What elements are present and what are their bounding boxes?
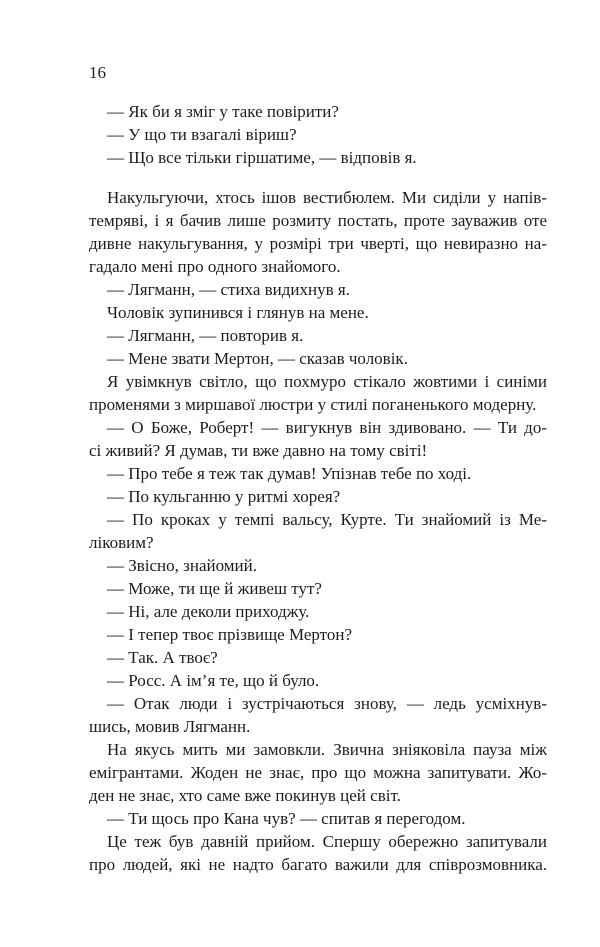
text-line: — О Боже, Роберт! — вигукнув він здивовано. — Ти до-	[107, 418, 547, 437]
text-line: шись, мовив Лягманн.	[89, 717, 251, 736]
text-line: — Лягманн, — стиха видихнув я.	[107, 280, 350, 299]
text-line: променями з миршавої люстри у стилі поганенького модерну.	[89, 395, 537, 414]
text-line: — Звісно, знайомий.	[107, 556, 257, 575]
text-line: сі живий? Я думав, ти вже давно на тому світі!	[89, 441, 428, 460]
text-line: про людей, які не надто багато важили для співрозмовника.	[89, 855, 547, 874]
text-line: Я увімкнув світло, що похмуро стікало жовтими і синіми	[107, 372, 547, 391]
body-text	[89, 186, 547, 876]
text-line: Чоловік зупинився і глянув на мене.	[107, 303, 369, 322]
text-line: — По кульганню у ритмі хорея?	[107, 487, 341, 506]
text-line: — Ти щось про Кана чув? — спитав я перегодом.	[107, 809, 466, 828]
text-line: — Отак люди і зустрічаються знову, — ледь усміхнув-	[107, 694, 547, 713]
page-number: 16	[89, 63, 106, 82]
text-line: емігрантами. Жоден не знає, про що можна запитувати. Жо-	[89, 763, 547, 782]
text-line: — Мене звати Мертон, — сказав чоловік.	[107, 349, 408, 368]
text-line: — Як би я зміг у таке повірити?	[107, 102, 339, 121]
text-line: — Ні, але деколи приходжу.	[107, 602, 310, 621]
text-line: — Лягманн, — повторив я.	[107, 326, 304, 345]
text-line: ліковим?	[89, 533, 154, 552]
text-line: — І тепер твоє прізвище Мертон?	[107, 625, 353, 644]
text-line: — Так. А твоє?	[107, 648, 218, 667]
text-line: гадало мені про одного знайомого.	[89, 257, 341, 276]
text-line: На якусь мить ми замовкли. Звична зніяковіла пауза між	[107, 740, 547, 759]
text-line: — У що ти взагалі віриш?	[107, 125, 297, 144]
text-line: — Про тебе я теж так думав! Упізнав тебе по ході.	[107, 464, 472, 483]
text-line: Це теж був давній прийом. Спершу обережно запитували	[107, 832, 547, 851]
text-line: — По кроках у темпі вальсу, Курте. Ти знайомий із Ме-	[107, 510, 547, 529]
text-line: дивне накульгування, у розмірі три чверті, що невиразно на-	[89, 234, 547, 253]
text-line: — Може, ти ще й живеш тут?	[107, 579, 322, 598]
text-line: — Що все тільки гіршатиме, — відповів я.	[107, 148, 417, 167]
text-line: Накульгуючи, хтось ішов вестибюлем. Ми сиділи у напів-	[107, 188, 547, 207]
text-line: ден не знає, хто саме вже покинув цей світ.	[89, 786, 401, 805]
text-line: темряві, і я бачив лише розмиту постать, проте зауважив оте	[89, 211, 547, 230]
dialogue-top	[89, 100, 547, 169]
text-line: — Росс. А ім’я те, що й було.	[107, 671, 320, 690]
